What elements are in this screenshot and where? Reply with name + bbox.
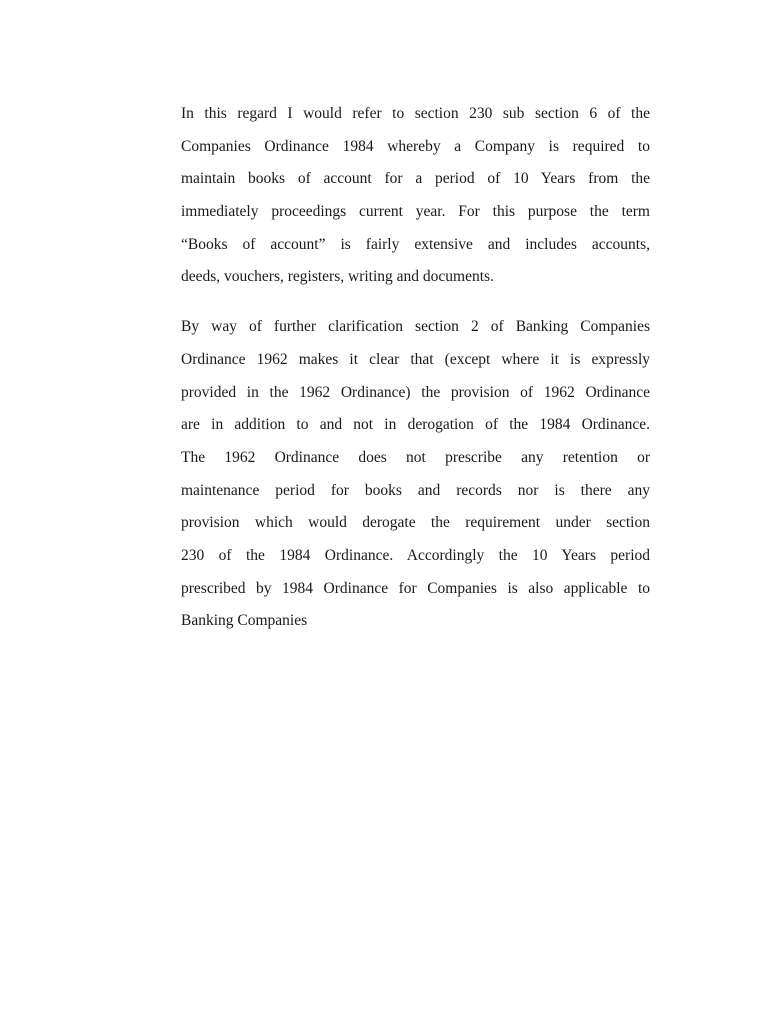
text-line: Ordinance 1962 makes it clear that (except where it is expressly	[181, 350, 650, 368]
text-line: 230 of the 1984 Ordinance. Accordingly the 10 Years period	[181, 546, 650, 564]
text-line: The 1962 Ordinance does not prescribe any retention or	[181, 448, 650, 466]
paragraph-1	[181, 98, 650, 294]
text-line: prescribed by 1984 Ordinance for Companies is also applicable to	[181, 579, 650, 597]
text-line: Banking Companies	[181, 612, 308, 630]
text-line: provided in the 1962 Ordinance) the provision of 1962 Ordinance	[181, 383, 650, 401]
paragraph-2	[181, 311, 650, 638]
text-line: maintenance period for books and records nor is there any	[181, 481, 650, 499]
text-line: In this regard I would refer to section 230 sub section 6 of the	[181, 105, 650, 122]
text-line: are in addition to and not in derogation of the 1984 Ordinance.	[181, 416, 650, 434]
text-line: Companies Ordinance 1984 whereby a Company is required to	[181, 137, 650, 155]
text-line: maintain books of account for a period of 10 Years from the	[181, 170, 650, 188]
text-line: “Books of account” is fairly extensive and includes accounts,	[181, 235, 650, 253]
document-body	[181, 98, 650, 638]
text-line: provision which would derogate the requirement under section	[181, 514, 650, 532]
text-line: By way of further clarification section 2 of Banking Companies	[181, 318, 650, 336]
text-line: deeds, vouchers, registers, writing and documents.	[181, 268, 494, 286]
text-line: immediately proceedings current year. For this purpose the term	[181, 203, 650, 221]
paragraph-spacer	[181, 294, 650, 311]
